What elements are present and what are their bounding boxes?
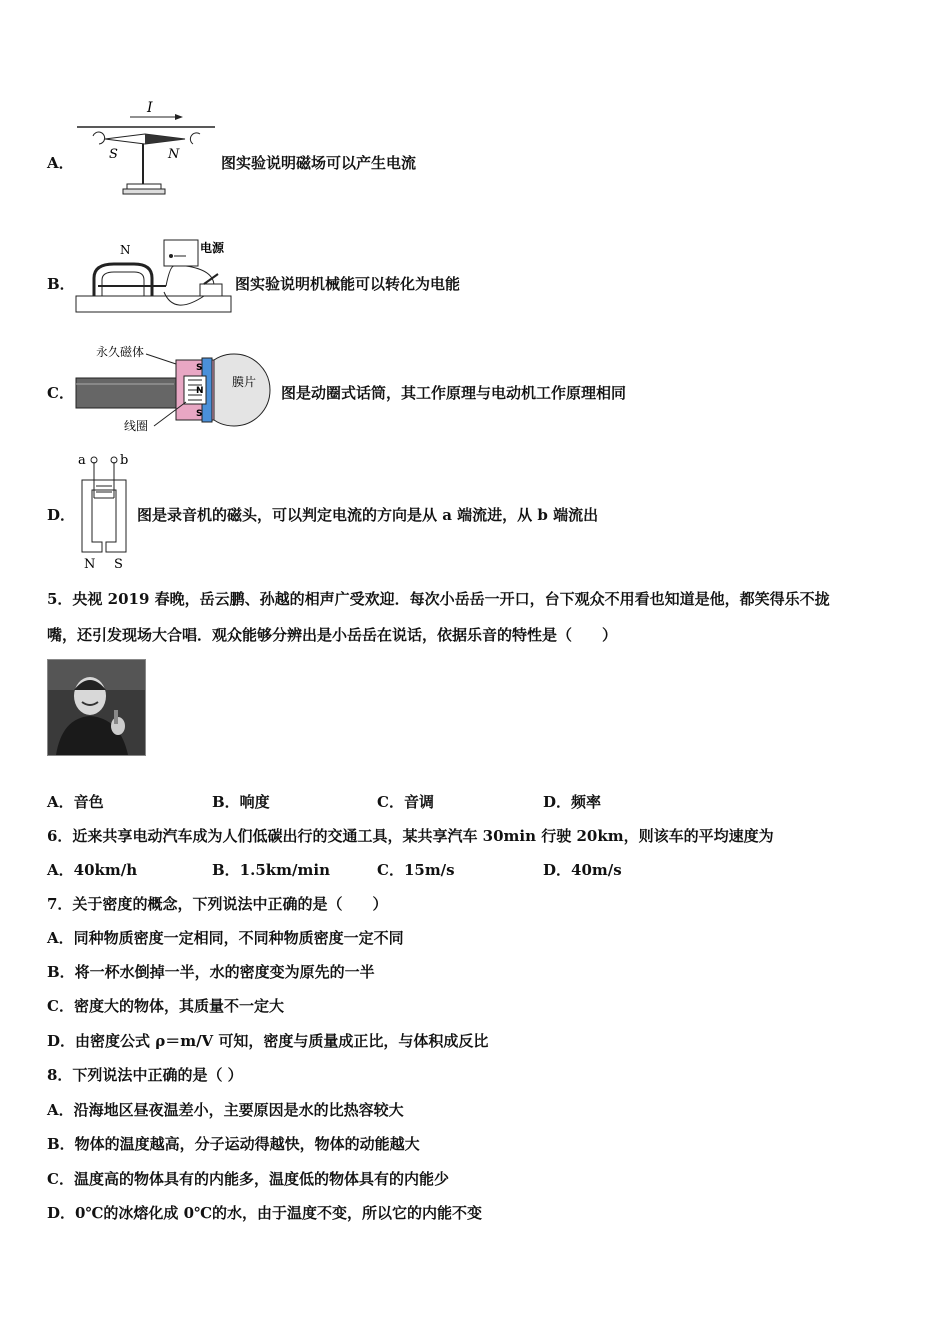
comedian-photo [47, 659, 146, 756]
question-7-stem: 7．关于密度的概念，下列说法中正确的是（ ） [47, 895, 388, 913]
question-8-option-c: C．温度高的物体具有的内能多，温度低的物体具有的内能少 [47, 1170, 449, 1188]
question-5-option-d: D．频率 [543, 793, 602, 811]
pole-n-label: N [196, 386, 204, 396]
tape-recorder-head-figure [74, 450, 134, 572]
question-6-option-a: A．40km/h [47, 861, 138, 879]
pole-n-label: N [84, 557, 96, 572]
s-pole-label: S [109, 147, 118, 162]
question-5-option-c: C．音调 [377, 793, 434, 811]
option-a-label: A． [47, 154, 74, 172]
question-7-option-b: B．将一杯水倒掉一半，水的密度变为原先的一半 [47, 963, 375, 981]
option-b-label: B． [47, 275, 75, 293]
current-label: I [147, 100, 153, 116]
option-c-text: 图是动圈式话筒，其工作原理与电动机工作原理相同 [281, 384, 627, 402]
terminal-a-label: a [78, 453, 86, 468]
question-7-option-a: A．同种物质密度一定相同，不同种物质密度一定不同 [47, 929, 404, 947]
question-6-stem: 6．近来共享电动汽车成为人们低碳出行的交通工具，某共享汽车 30min 行驶 20km，则该车的平均速度为 [47, 827, 774, 845]
option-a-text: 图实验说明磁场可以产生电流 [221, 154, 417, 172]
question-7-option-c: C．密度大的物体，其质量不一定大 [47, 997, 284, 1015]
oersted-experiment-figure [75, 98, 220, 198]
electromagnetic-induction-figure [74, 236, 234, 318]
option-c-label: C． [47, 384, 74, 402]
question-6-option-d: D．40m/s [543, 861, 622, 879]
coil-label: 线圈 [124, 419, 149, 433]
pole-s-label: S [114, 557, 123, 572]
n-pole-label: N [168, 147, 180, 162]
option-d-label: D． [47, 506, 76, 524]
dynamic-microphone-figure [74, 340, 274, 436]
question-6-option-c: C．15m/s [377, 861, 455, 879]
terminal-b-label: b [120, 453, 129, 468]
pole-s-bottom-label: S [196, 409, 203, 419]
pole-s-top-label: S [196, 363, 203, 373]
question-8-option-a: A．沿海地区昼夜温差小，主要原因是水的比热容较大 [47, 1101, 404, 1119]
question-5-option-a: A．音色 [47, 793, 104, 811]
meter-label: 电源 [200, 241, 225, 255]
question-8-option-b: B．物体的温度越高，分子运动得越快，物体的动能越大 [47, 1135, 420, 1153]
option-b-text: 图实验说明机械能可以转化为电能 [235, 275, 461, 293]
question-8-option-d: D．0℃的冰熔化成 0℃的水，由于温度不变，所以它的内能不变 [47, 1204, 483, 1222]
question-7-option-d: D．由密度公式 ρ＝m/V 可知，密度与质量成正比，与体积成反比 [47, 1032, 489, 1050]
question-6-option-b: B．1.5km/min [212, 861, 330, 879]
question-5-line-2: 嘴，还引发现场大合唱．观众能够分辨出是小岳岳在说话，依据乐音的特性是（ ） [47, 626, 618, 644]
magnet-n-label: N [120, 243, 131, 257]
question-5-line-1: 5．央视 2019 春晚，岳云鹏、孙越的相声广受欢迎．每次小岳岳一开口，台下观众不用看也知道是他，都笑得乐不拢 [47, 590, 830, 608]
option-d-text: 图是录音机的磁头，可以判定电流的方向是从 a 端流进，从 b 端流出 [137, 506, 599, 524]
question-5-option-b: B．响度 [212, 793, 270, 811]
diaphragm-label: 膜片 [232, 375, 257, 389]
permanent-magnet-label: 永久磁体 [96, 345, 145, 359]
question-8-stem: 8．下列说法中正确的是（ ） [47, 1066, 243, 1084]
